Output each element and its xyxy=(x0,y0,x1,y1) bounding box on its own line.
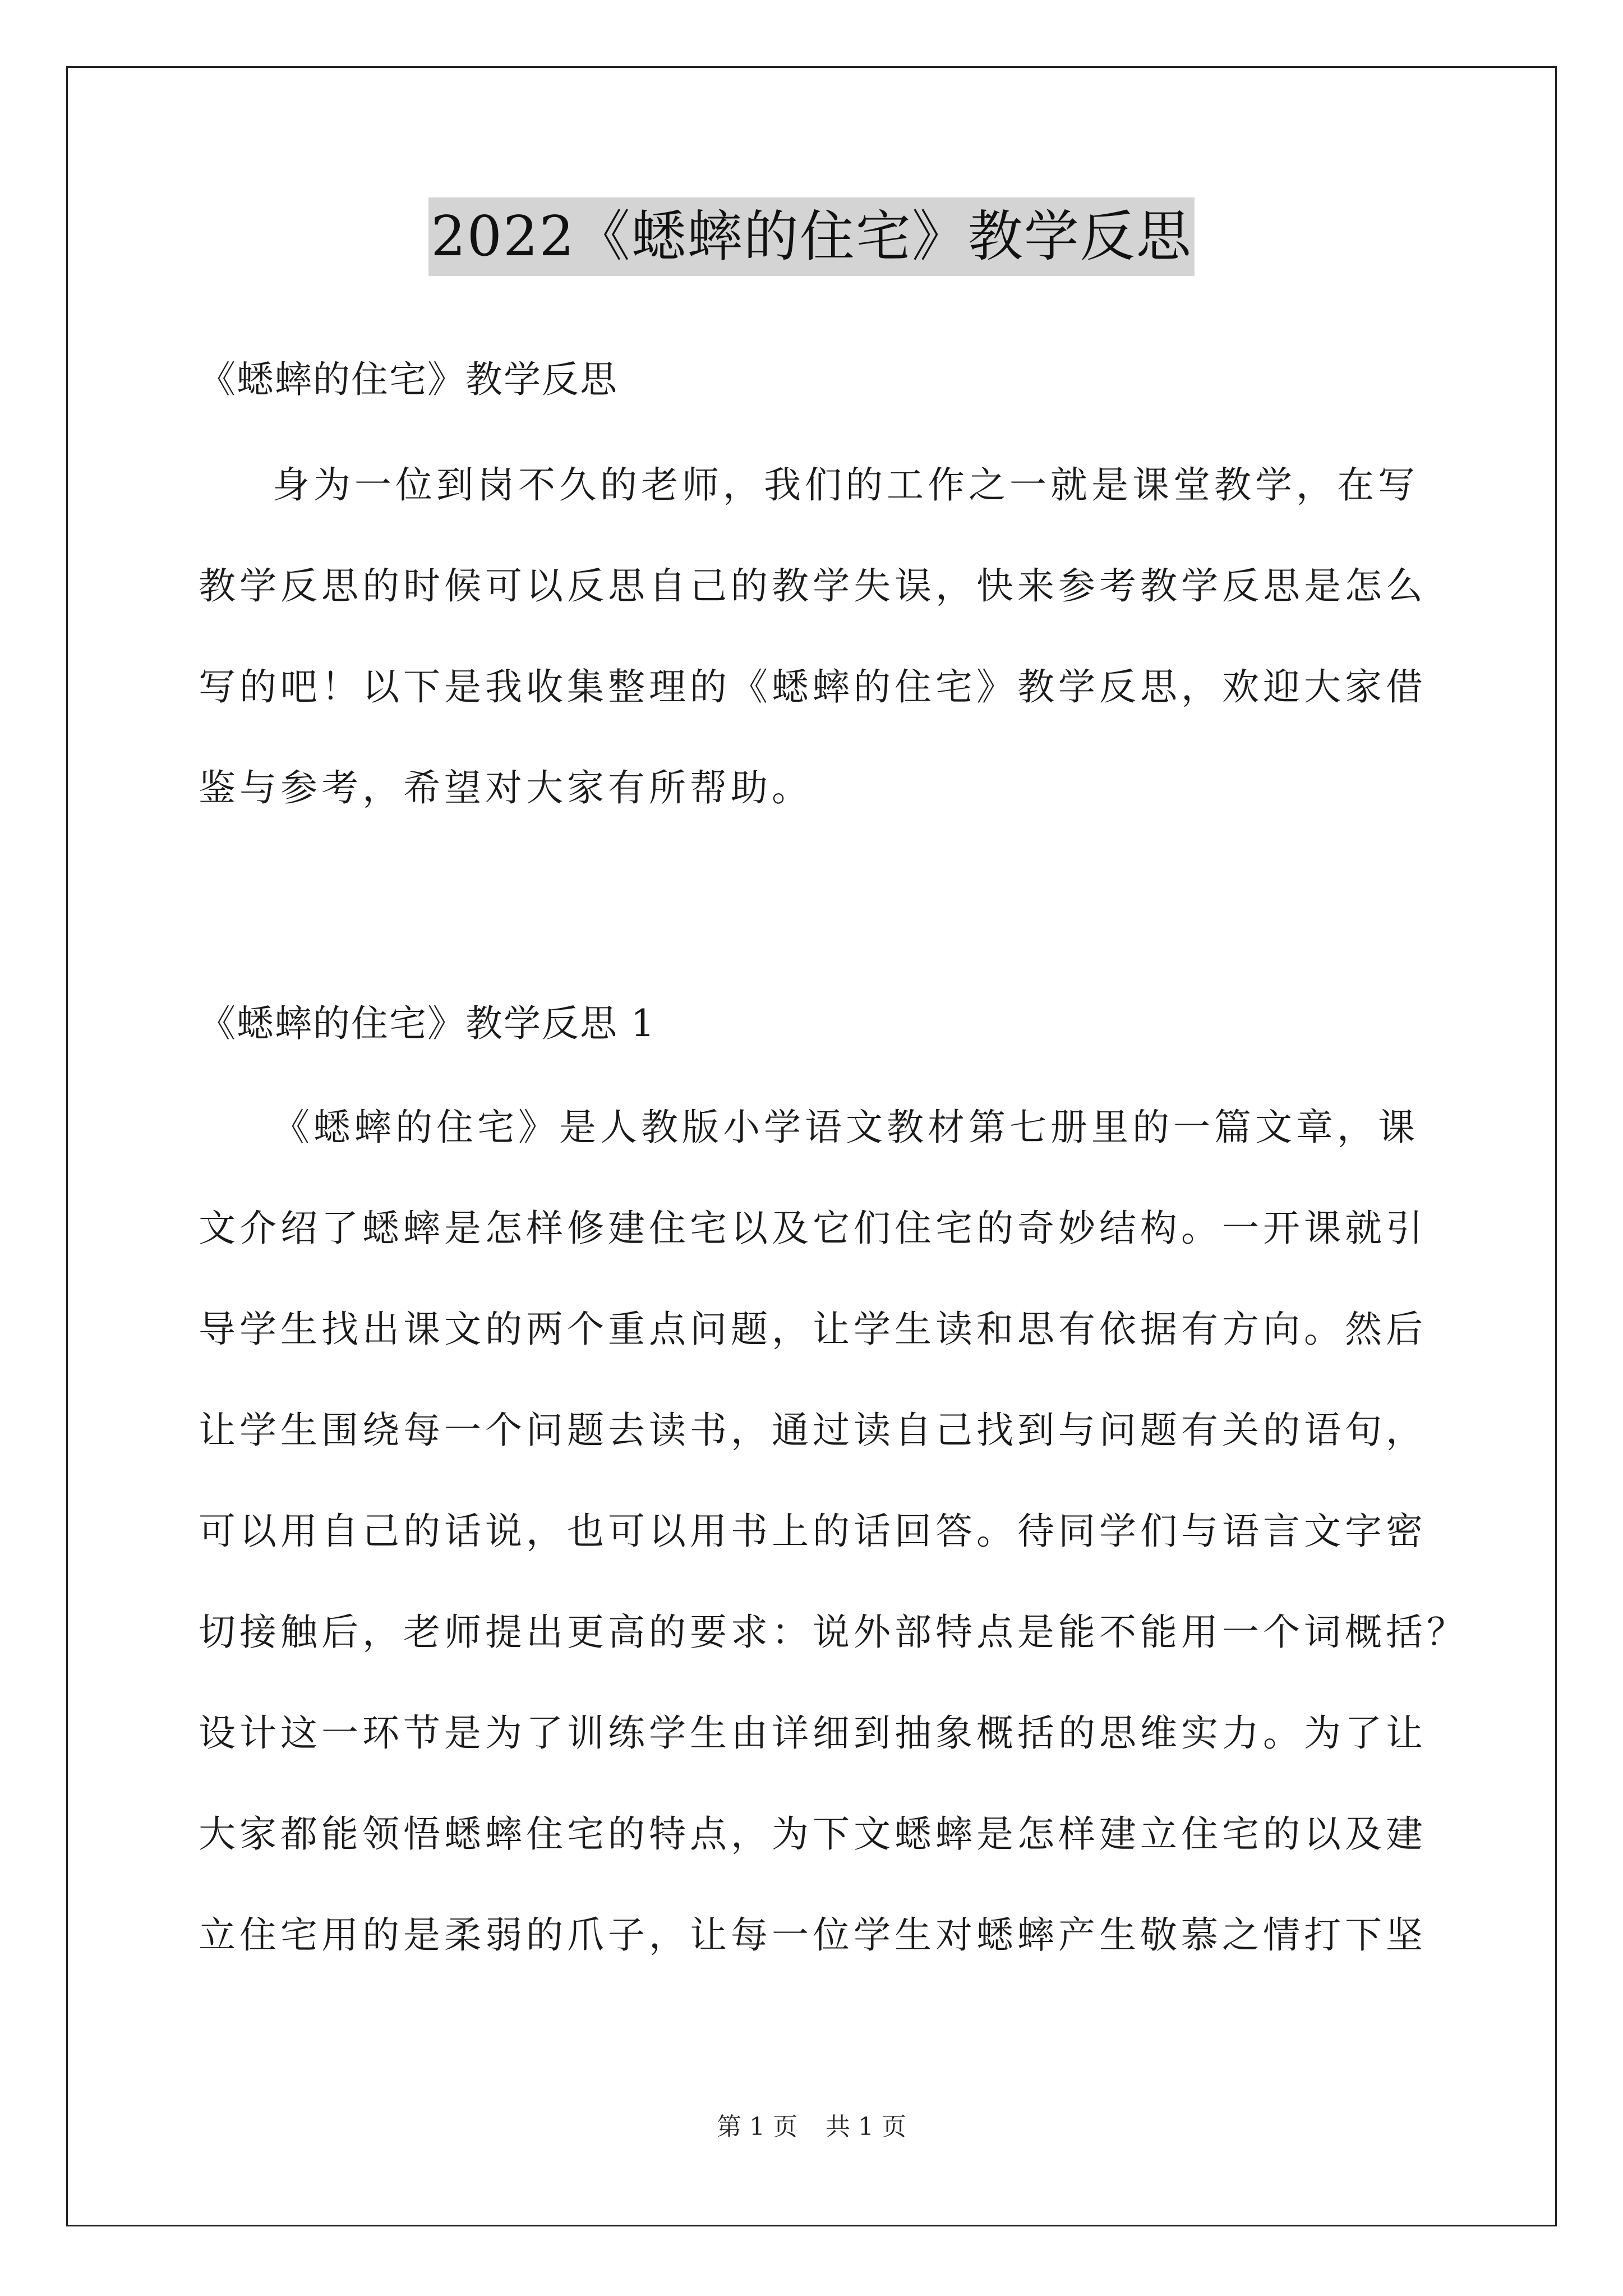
paragraph-line: 文介绍了蟋蟀是怎样修建住宅以及它们住宅的奇妙结构。一开课就引 xyxy=(199,1207,1427,1250)
paragraph-line: 大家都能领悟蟋蟀住宅的特点，为下文蟋蟀是怎样建立住宅的以及建 xyxy=(199,1812,1427,1856)
section-heading: 《蟋蟀的住宅》教学反思 1 xyxy=(199,1002,656,1045)
intro-heading: 《蟋蟀的住宅》教学反思 xyxy=(199,358,618,401)
paragraph-line: 设计这一环节是为了训练学生由详细到抽象概括的思维实力。为了让 xyxy=(199,1711,1427,1755)
paragraph-line: 切接触后，老师提出更高的要求：说外部特点是能不能用一个词概括？ xyxy=(199,1611,1468,1654)
page-total: 共 1 页 xyxy=(826,2113,906,2141)
paragraph-line: 《蟋蟀的住宅》是人教版小学语文教材第七册里的一篇文章，课 xyxy=(273,1106,1419,1149)
paragraph-line: 教学反思的时候可以反思自己的教学失误，快来参考教学反思是怎么 xyxy=(199,564,1427,608)
document-title: 2022《蟋蟀的住宅》教学反思 xyxy=(428,197,1194,276)
paragraph-line: 让学生围绕每一个问题去读书，通过读自己找到与问题有关的语句， xyxy=(199,1409,1427,1452)
paragraph-line: 可以用自己的话说，也可以用书上的话回答。待同学们与语言文字密 xyxy=(199,1510,1427,1553)
paragraph-line: 写的吧！以下是我收集整理的《蟋蟀的住宅》教学反思，欢迎大家借 xyxy=(199,665,1427,708)
paragraph-line: 身为一位到岗不久的老师，我们的工作之一就是课堂教学，在写 xyxy=(273,463,1419,507)
paragraph-line: 导学生找出课文的两个重点问题，让学生读和思有依据有方向。然后 xyxy=(199,1308,1427,1351)
paragraph-line: 立住宅用的是柔弱的爪子，让每一位学生对蟋蟀产生敬慕之情打下坚 xyxy=(199,1913,1427,1957)
paragraph-line: 鉴与参考，希望对大家有所帮助。 xyxy=(199,766,813,809)
page-footer xyxy=(0,2110,1623,2144)
page-number: 第 1 页 xyxy=(717,2113,797,2141)
title-wrap xyxy=(0,197,1623,276)
